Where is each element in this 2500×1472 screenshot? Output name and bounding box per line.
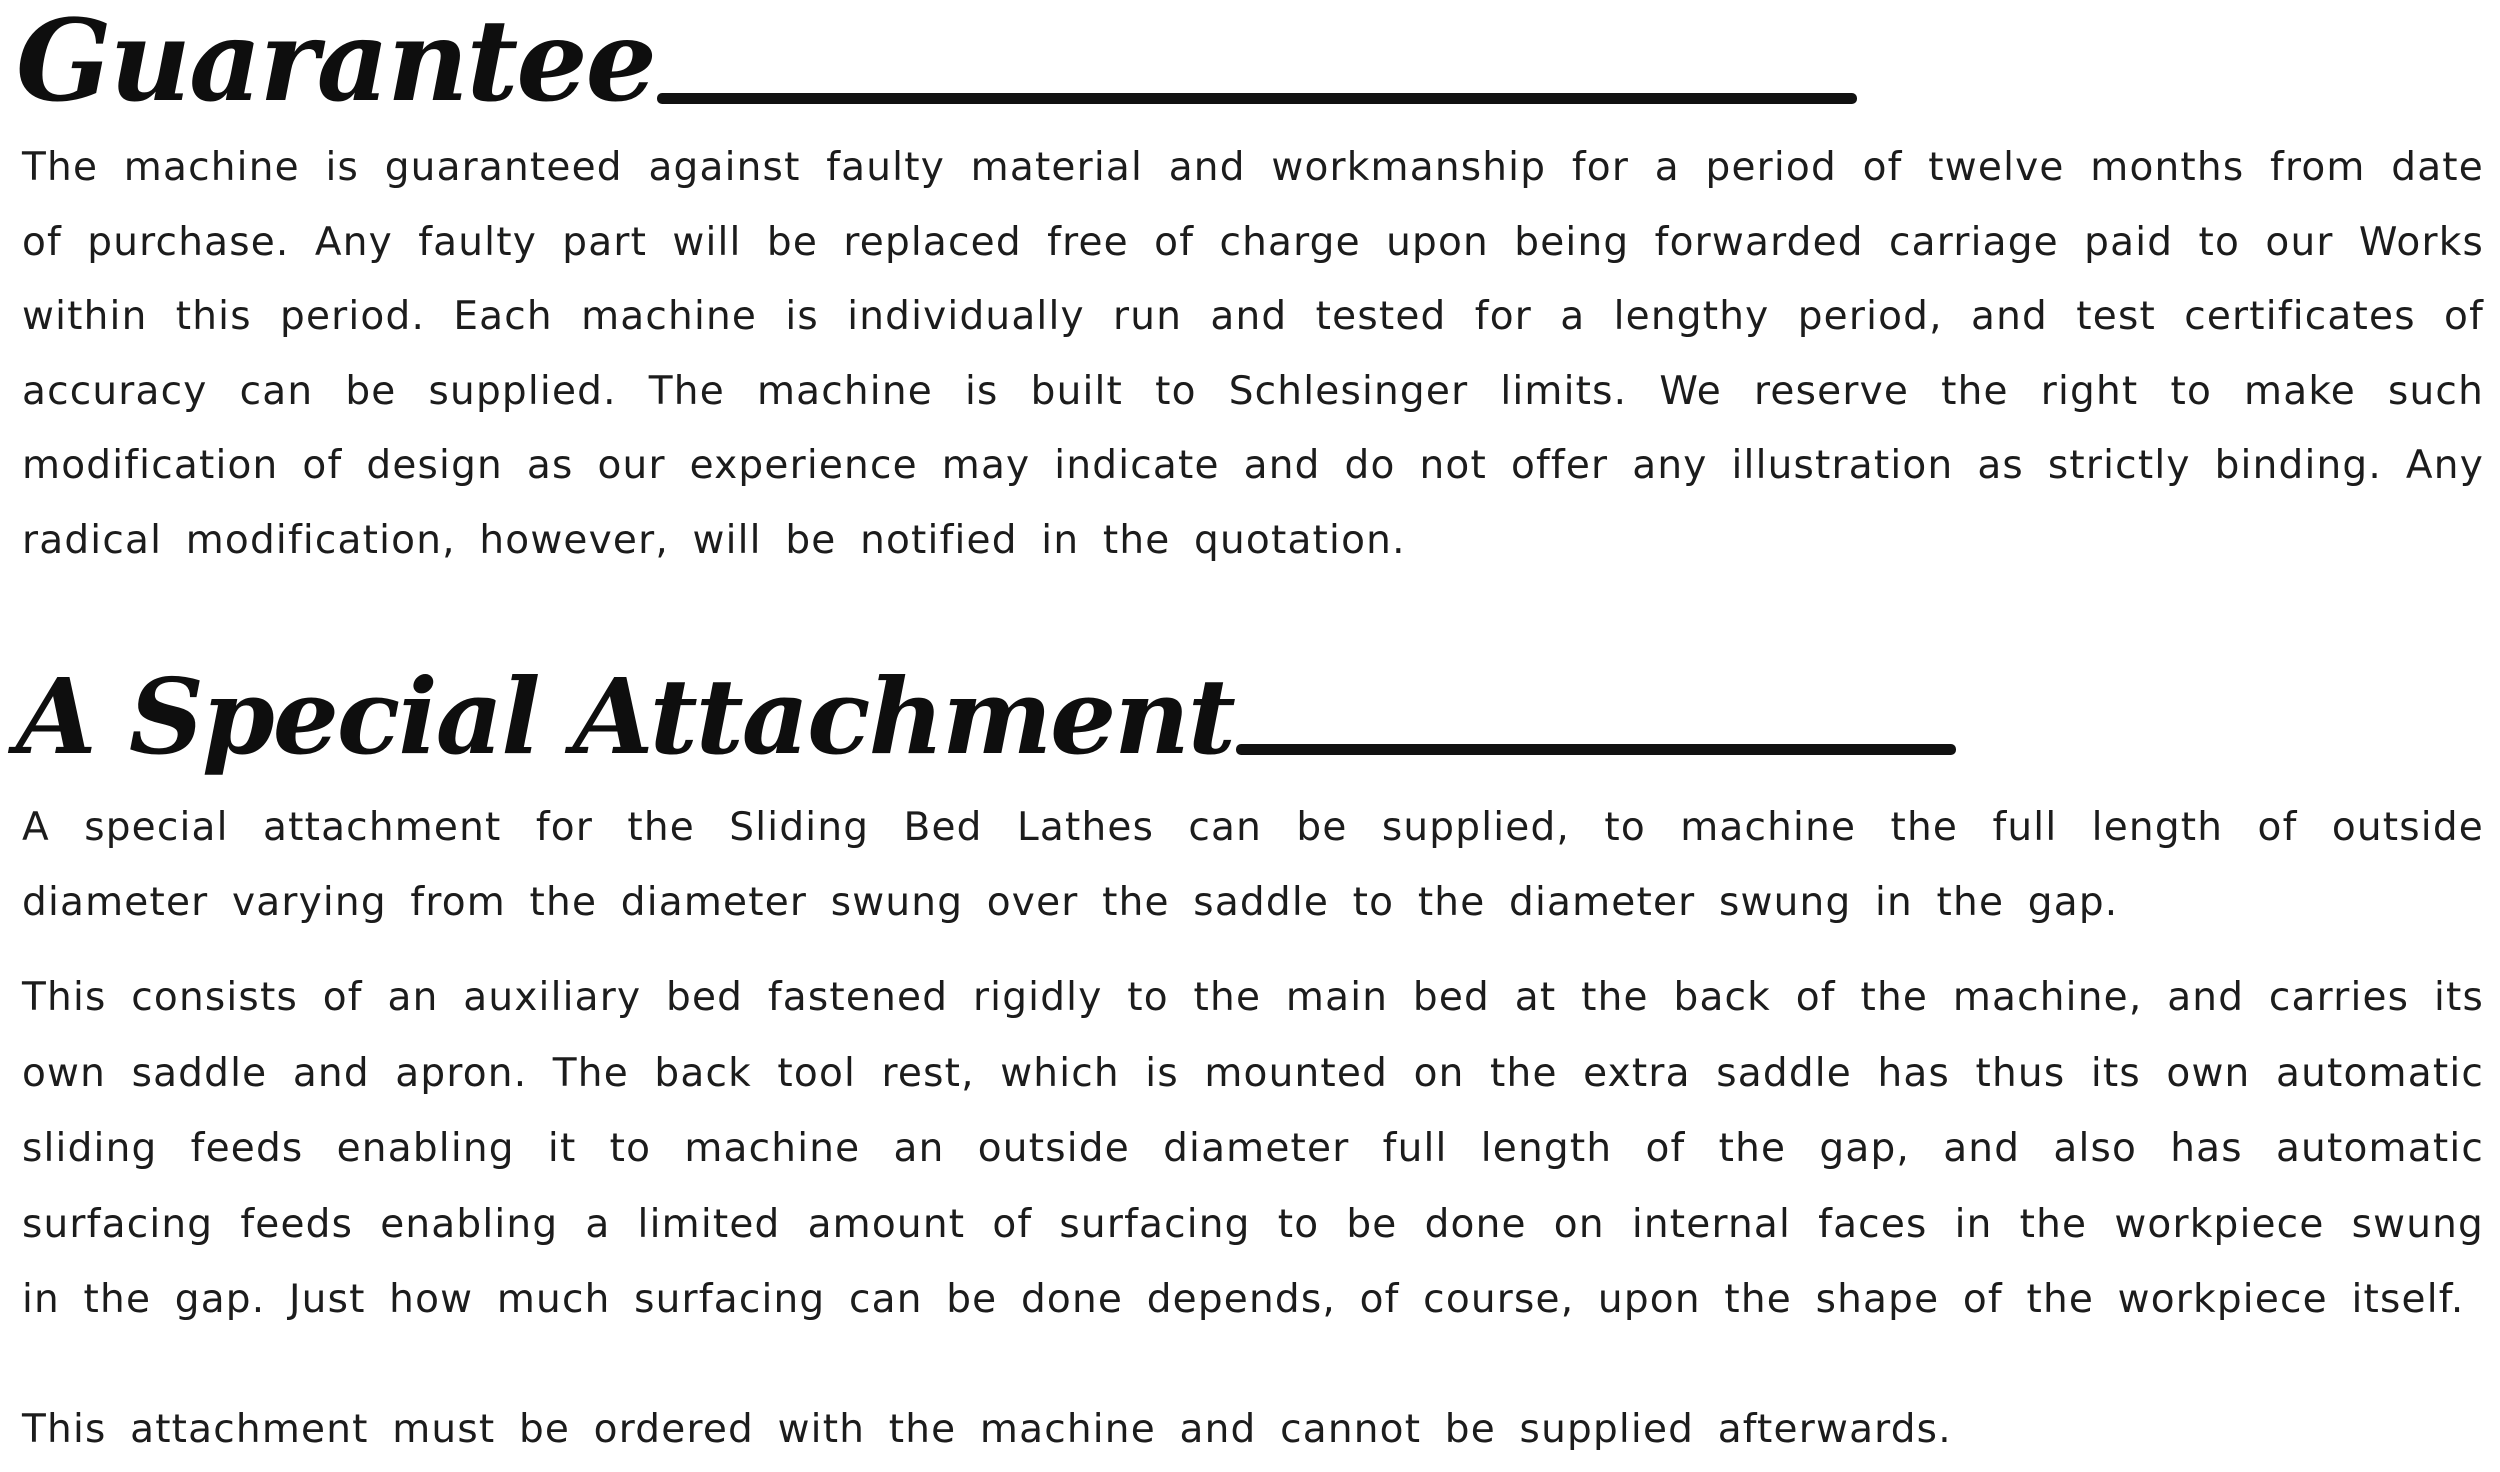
guarantee-heading-row bbox=[16, 0, 1857, 127]
special-attachment-heading-row bbox=[16, 655, 1956, 778]
guarantee-paragraph: The machine is guaranteed against faulty material and workmanship for a period of twelve months from date of purchase. Any faulty part will be replaced free of charge upon being forwarded carriage paid to our Works within this period. Each machine is individually run and tested for a lengthy period, and test certificates of accuracy can be supplied. The machine is built to Schlesinger limits. We reserve the right to make such modification of design as our experience may indicate and do not offer any illustration as strictly binding. Any radical modification, however, will be notified in the quotation. bbox=[22, 145, 2484, 563]
special-attachment-heading: A Special Attachment bbox=[16, 655, 1234, 778]
guarantee-heading: Guarantee bbox=[16, 0, 655, 127]
guarantee-heading-rule bbox=[657, 93, 1857, 104]
special-attachment-paragraph-3: This attachment must be ordered with the machine and cannot be supplied afterwards. bbox=[22, 1407, 1952, 1452]
special-attachment-paragraph-2: This consists of an auxiliary bed fastened rigidly to the main bed at the back of the machine, and carries its own saddle and apron. The back tool rest, which is mounted on the extra saddle has thus its own automatic sliding feeds enabling it to machine an outside diameter full length of the gap, and also has automatic surfacing feeds enabling a limited amount of surfacing to be done on internal faces in the workpiece swung in the gap. Just how much surfacing can be done depends, of course, upon the shape of the workpiece itself. bbox=[22, 975, 2484, 1322]
special-attachment-heading-rule bbox=[1236, 744, 1956, 755]
special-attachment-paragraph-1: A special attachment for the Sliding Bed Lathes can be supplied, to machine the full length of outside diameter varying from the diameter swung over the saddle to the diameter swung in the gap. bbox=[22, 805, 2484, 925]
